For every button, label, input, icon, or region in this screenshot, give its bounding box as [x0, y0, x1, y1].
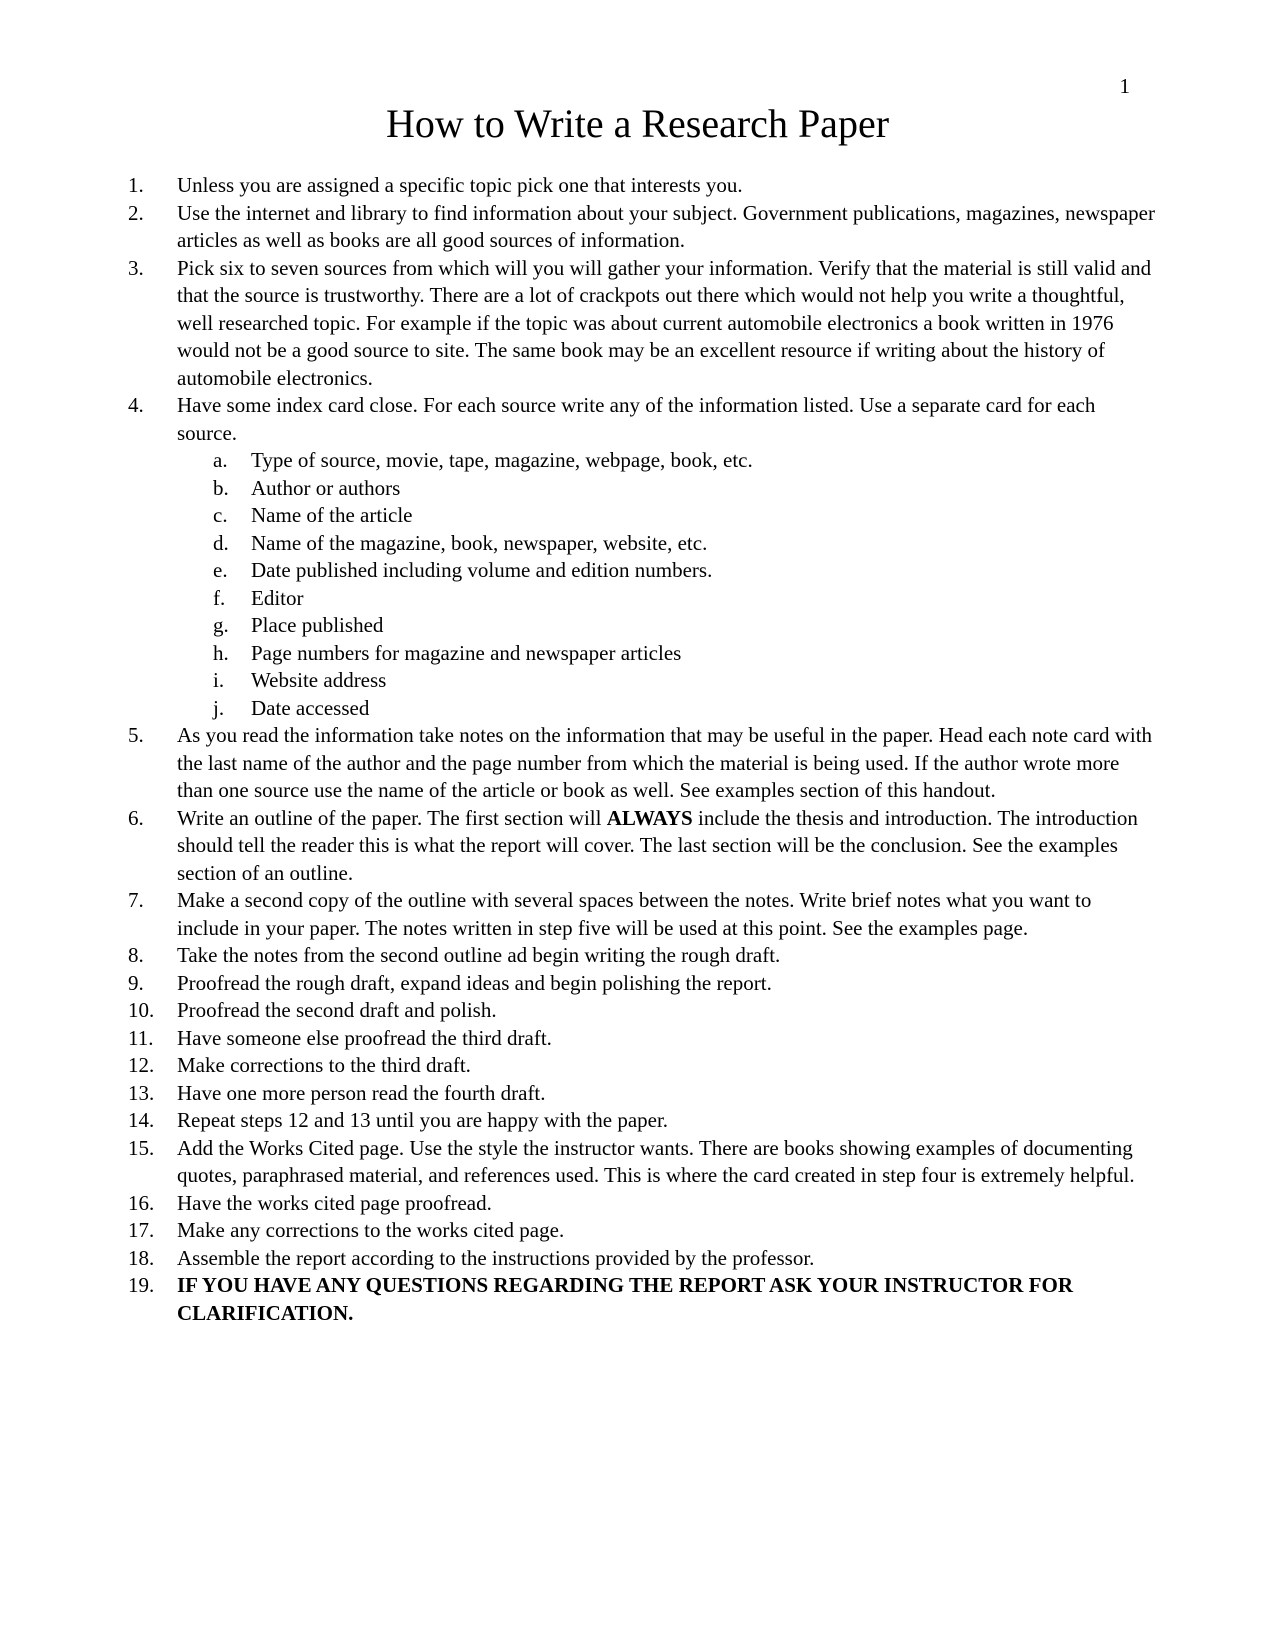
sub-list-item	[177, 695, 1157, 723]
list-item-step-3	[0, 255, 1157, 393]
step-number: 9.	[128, 970, 144, 995]
step-number: 2.	[128, 200, 144, 225]
sub-list-item	[177, 557, 1157, 585]
step-text: As you read the information take notes on the information that may be useful in the paper. Head each note card with the last name of the author and the page number from which the material is being used. If the author wrote more than one source use the name of the article or book as well. See examples section of this handout.	[177, 723, 1153, 802]
step-text: Add the Works Cited page. Use the style the instructor wants. There are books showing examples of documenting quotes, paraphrased material, and references used. This is where the card created in step four is extremely helpful.	[177, 1135, 1135, 1187]
emphasis-always: ALWAYS	[606, 805, 693, 830]
step-text: Take the notes from the second outline ad begin writing the rough draft.	[177, 943, 781, 967]
list-item-step-9	[0, 970, 1157, 998]
step-text: Have some index card close. For each source write any of the information listed. Use a separate card for each source.	[177, 393, 1096, 445]
sub-list-item	[177, 585, 1157, 613]
page-title: How to Write a Research Paper	[385, 101, 890, 146]
source-info-sublist	[177, 447, 1157, 722]
step-text: Proofread the second draft and polish.	[177, 998, 497, 1022]
sub-list-item	[177, 530, 1157, 558]
step-text-bold: IF YOU HAVE ANY QUESTIONS REGARDING THE REPORT ASK YOUR INSTRUCTOR FOR CLARIFICATION.	[177, 1273, 1074, 1325]
list-item-step-17	[0, 1217, 1157, 1245]
step-number: 12.	[128, 1053, 155, 1077]
list-item-step-4	[0, 392, 1157, 722]
sub-item-letter: e.	[213, 558, 228, 582]
step-number: 11.	[128, 1025, 154, 1050]
sub-item-letter: h.	[213, 640, 229, 665]
list-item-step-15	[0, 1135, 1157, 1190]
step-text: Make any corrections to the works cited page.	[177, 1218, 565, 1242]
sub-item-text: Date published including volume and edition numbers.	[251, 558, 713, 582]
sub-item-text: Date accessed	[251, 695, 370, 720]
step-number: 8.	[128, 943, 144, 967]
step-number: 7.	[128, 888, 144, 912]
list-item-step-2	[0, 200, 1157, 255]
step-number: 6.	[128, 805, 144, 830]
list-item-step-7	[0, 887, 1157, 942]
step-number: 13.	[128, 1080, 155, 1105]
step-text: Use the internet and library to find information about your subject. Government publications, magazines, newspaper articles as well as books are all good sources of information.	[177, 200, 1155, 252]
sub-item-letter: b.	[213, 475, 229, 500]
list-item-step-13	[0, 1080, 1157, 1108]
sub-item-letter: j.	[213, 695, 225, 720]
step-text: Have the works cited page proofread.	[177, 1190, 492, 1215]
step-text: Assemble the report according to the instructions provided by the professor.	[177, 1245, 815, 1270]
sub-item-text: Website address	[251, 668, 387, 692]
step-text: Pick six to seven sources from which will you will gather your information. Verify that the material is still valid and that the source is trustworthy. There are a lot of crackpots out there which would not help you write a thoughtful, well researched topic. For example if the topic was about current automobile electronics a book written in 1976 would not be a good source to site. The same book may be an excellent resource if writing about the history of automobile electronics.	[177, 255, 1152, 390]
sub-item-letter: c.	[213, 503, 228, 527]
step-text: Have one more person read the fourth draft.	[177, 1080, 546, 1105]
step-text-before: Write an outline of the paper. The first section will	[177, 805, 607, 830]
sub-list-item	[177, 612, 1157, 640]
sub-item-text: Place published	[251, 613, 384, 637]
step-text: Proofread the rough draft, expand ideas and begin polishing the report.	[177, 970, 772, 995]
steps-list	[0, 172, 1275, 1327]
list-item-step-14	[0, 1107, 1157, 1135]
sub-item-text: Name of the magazine, book, newspaper, website, etc.	[251, 530, 708, 555]
list-item-step-1	[0, 172, 1157, 200]
step-number: 1.	[128, 173, 144, 197]
page-number: 1	[1119, 74, 1130, 98]
list-item-step-6	[0, 805, 1157, 888]
list-item-step-8	[0, 942, 1157, 970]
step-number: 5.	[128, 723, 144, 747]
sub-item-text: Author or authors	[251, 475, 401, 500]
step-text: Make a second copy of the outline with several spaces between the notes. Write brief notes what you want to include in your paper. The notes written in step five will be used at this point. See the examples page.	[177, 888, 1092, 940]
list-item-step-18	[0, 1245, 1157, 1273]
sub-list-item	[177, 667, 1157, 695]
sub-list-item	[177, 447, 1157, 475]
sub-item-text: Name of the article	[251, 503, 413, 527]
sub-item-text: Editor	[251, 585, 304, 610]
sub-item-text: Page numbers for magazine and newspaper articles	[251, 640, 682, 665]
list-item-step-11	[0, 1025, 1157, 1053]
step-number: 10.	[128, 998, 155, 1022]
sub-item-letter: a.	[213, 448, 228, 472]
step-number: 16.	[128, 1190, 155, 1215]
sub-item-letter: f.	[213, 585, 226, 610]
list-item-step-16	[0, 1190, 1157, 1218]
step-text: Have someone else proofread the third draft.	[177, 1025, 552, 1050]
sub-item-letter: i.	[213, 668, 225, 692]
sub-list-item	[177, 475, 1157, 503]
step-text: Repeat steps 12 and 13 until you are happy with the paper.	[177, 1108, 669, 1132]
sub-item-letter: g.	[213, 613, 229, 637]
step-text: Make corrections to the third draft.	[177, 1053, 471, 1077]
step-number: 18.	[128, 1245, 155, 1270]
step-number: 19.	[128, 1273, 155, 1297]
list-item-step-5	[0, 722, 1157, 805]
step-text: Unless you are assigned a specific topic pick one that interests you.	[177, 173, 743, 197]
list-item-step-12	[0, 1052, 1157, 1080]
step-number: 3.	[128, 255, 144, 280]
step-number: 15.	[128, 1135, 155, 1160]
sub-item-letter: d.	[213, 530, 229, 555]
list-item-step-19	[0, 1272, 1157, 1327]
step-number: 17.	[128, 1218, 155, 1242]
list-item-step-10	[0, 997, 1157, 1025]
step-number: 4.	[128, 393, 144, 417]
sub-list-item	[177, 502, 1157, 530]
step-number: 14.	[128, 1108, 155, 1132]
step-text-after: include the thesis and introduction. The introduction should tell the reader this is what the report will cover. The last section will be the conclusion. See the examples section of an outline.	[177, 805, 1138, 885]
sub-list-item	[177, 640, 1157, 668]
sub-item-text: Type of source, movie, tape, magazine, webpage, book, etc.	[251, 448, 753, 472]
